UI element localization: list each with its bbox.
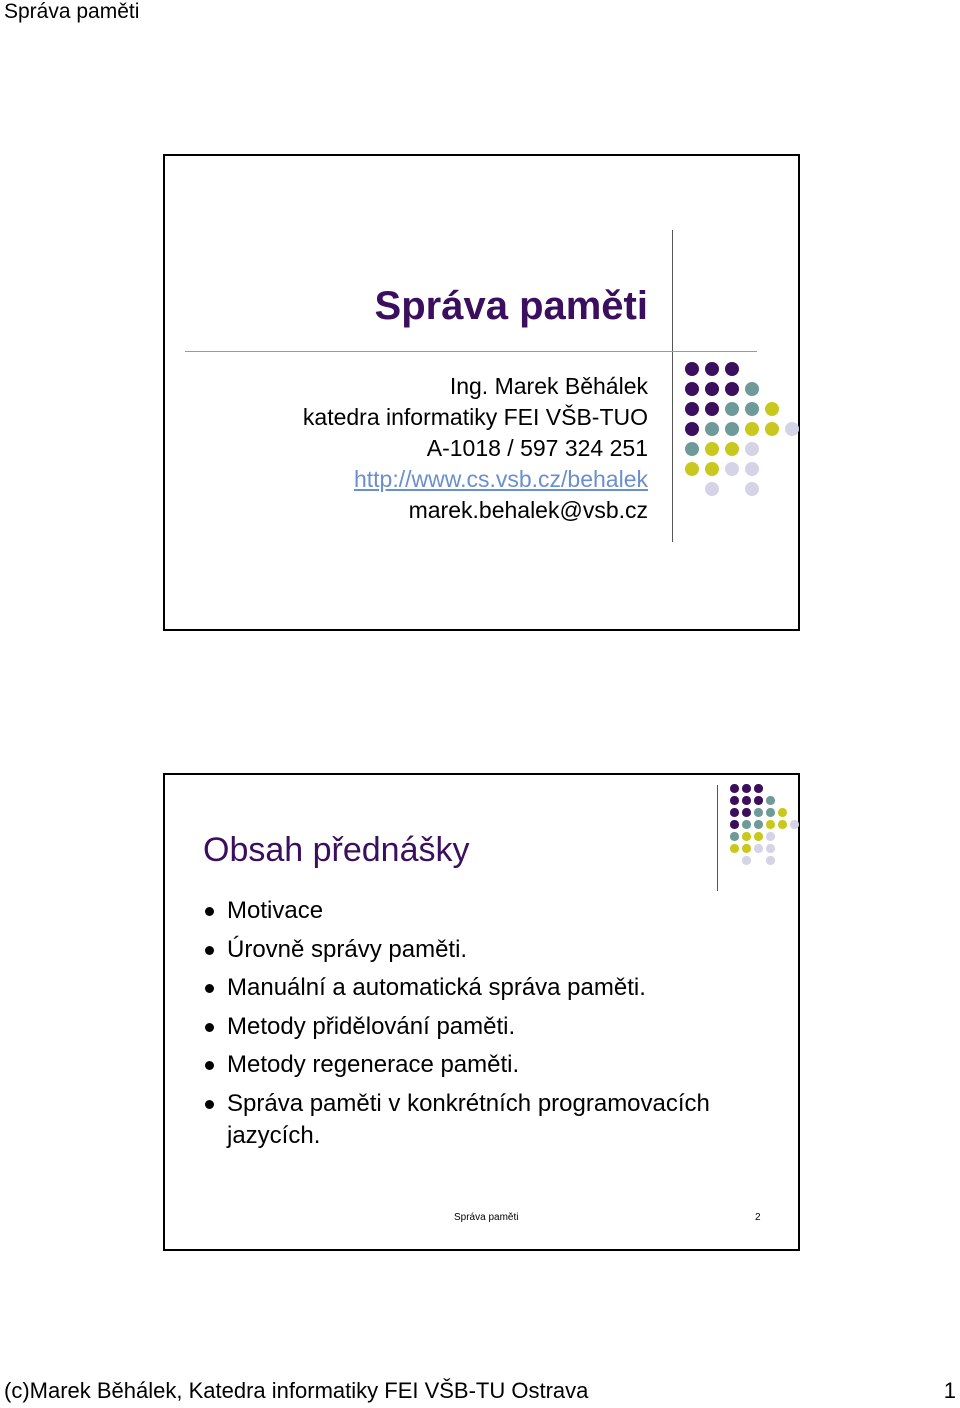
dot-icon [725,442,739,456]
slide-horizontal-divider [185,351,757,352]
dot-icon [745,462,759,476]
bullet-icon [205,1023,214,1032]
dot-icon [745,442,759,456]
dot-icon [742,856,751,865]
list-item: Metody přidělování paměti. [205,1011,785,1043]
dot-icon [705,382,719,396]
dot-icon [742,808,751,817]
dot-icon [742,784,751,793]
dot-icon [785,422,799,436]
slide-heading: Obsah přednášky [203,831,470,869]
dot-icon [745,482,759,496]
dot-icon [730,844,739,853]
dot-icon [766,856,775,865]
page-footer [4,1378,956,1404]
dot-icon [790,820,799,829]
dot-icon [685,402,699,416]
list-item: Motivace [205,895,785,927]
bullet-list [205,895,785,1158]
dot-icon [705,362,719,376]
dot-icon [705,482,719,496]
dot-icon [778,808,787,817]
dot-icon [705,462,719,476]
bullet-icon [205,984,214,993]
dot-icon [766,844,775,853]
dot-icon [754,784,763,793]
dot-icon [685,382,699,396]
dot-icon [745,382,759,396]
dot-icon [685,442,699,456]
bullet-icon [205,1100,214,1109]
dot-icon [742,796,751,805]
slide-contents [163,773,800,1251]
dot-icon [705,422,719,436]
list-item: Úrovně správy paměti. [205,934,785,966]
dot-icon [725,402,739,416]
dot-icon [778,820,787,829]
dot-icon [742,832,751,841]
dot-icon [705,402,719,416]
department: katedra informatiky FEI VŠB-TUO [302,404,648,430]
dot-icon [730,820,739,829]
dot-icon [766,796,775,805]
dot-icon [754,832,763,841]
bullet-icon [205,907,214,916]
dot-icon [754,796,763,805]
dot-icon [705,442,719,456]
dot-icon [765,402,779,416]
website-link[interactable]: http://www.cs.vsb.cz/behalek [353,466,648,492]
dot-icon [745,402,759,416]
dot-icon [730,784,739,793]
slide-title-heading: Správa paměti [374,284,648,328]
dot-icon [685,422,699,436]
dot-icon [745,422,759,436]
office-phone: A-1018 / 597 324 251 [426,435,648,461]
dot-icon [754,808,763,817]
dot-icon [742,844,751,853]
footer-text: (c)Marek Běhálek, Katedra informatiky FEI VŠB-TU Ostrava [4,1378,589,1403]
dot-icon [766,808,775,817]
dot-icon [730,808,739,817]
author-name: Ing. Marek Běhálek [449,373,648,399]
list-item: Manuální a automatická správa paměti. [205,972,785,1004]
dot-icon [742,820,751,829]
dot-icon [765,422,779,436]
list-item: Správa paměti v konkrétních programovacích jazycích. [205,1088,785,1152]
dot-icon [754,844,763,853]
list-item: Metody regenerace paměti. [205,1049,785,1081]
bullet-icon [205,946,214,955]
page-header: Správa paměti [4,0,140,23]
dot-icon [766,820,775,829]
dot-icon [725,462,739,476]
dot-icon [754,820,763,829]
dot-icon [725,382,739,396]
slide-vertical-divider [672,230,673,542]
slide-number: 2 [755,1212,761,1223]
slide-title [163,154,800,631]
dot-icon [730,832,739,841]
slide-vertical-divider [717,785,718,891]
dot-icon [725,422,739,436]
dot-icon [685,462,699,476]
dot-icon [685,362,699,376]
dot-icon [730,796,739,805]
bullet-icon [205,1061,214,1070]
email: marek.behalek@vsb.cz [408,497,648,523]
slide-footer-title: Správa paměti [454,1212,519,1223]
dot-icon [725,362,739,376]
page-number: 1 [943,1378,956,1403]
author-info [303,371,648,526]
dot-icon [766,832,775,841]
